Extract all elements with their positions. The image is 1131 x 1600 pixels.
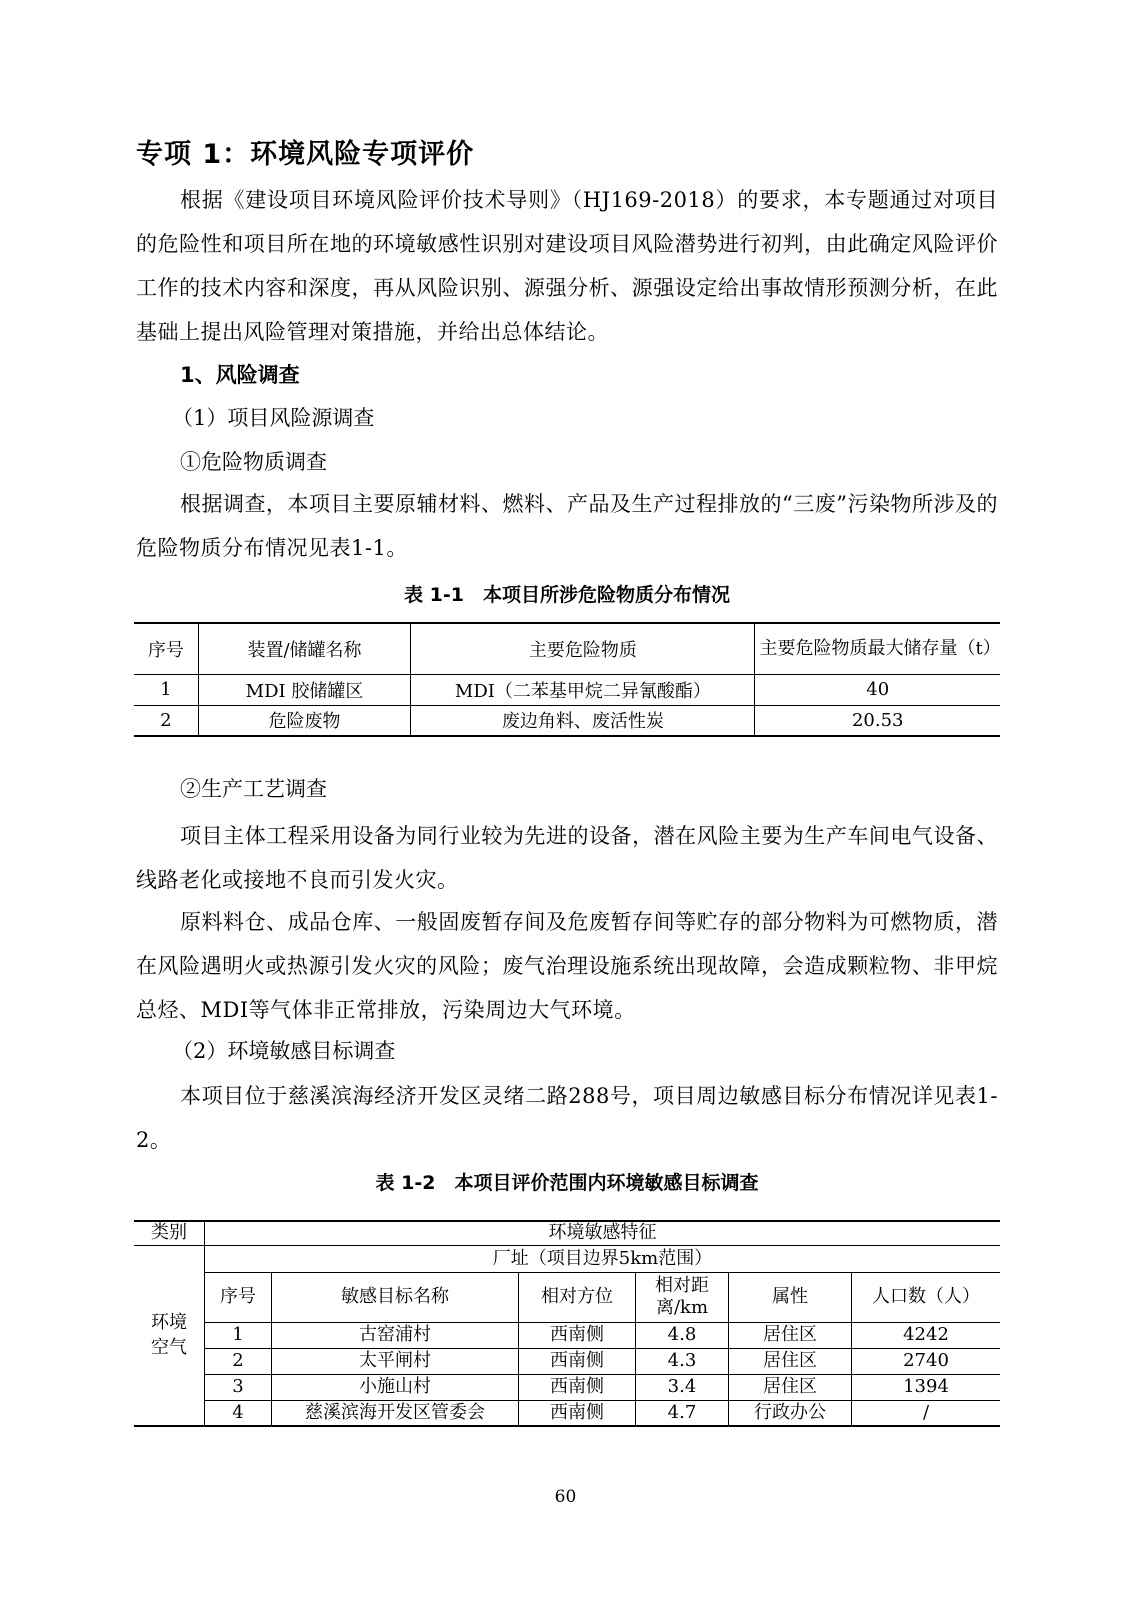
- table-category-cell: [134, 1245, 205, 1426]
- table-header-row: [134, 1221, 1000, 1245]
- table-row: [134, 1348, 1000, 1374]
- table-cell: 1: [134, 674, 198, 705]
- page-number: 60: [554, 1487, 577, 1507]
- table-cell: 太平闸村: [272, 1348, 519, 1374]
- sensitive-paragraph: 本项目位于慈溪滨海经济开发区灵绪二路288号，项目周边敏感目标分布情况详见表1-2。: [136, 1084, 998, 1152]
- table2-caption: 表 1-2 本项目评价范围内环境敏感目标调查: [375, 1172, 759, 1194]
- table-cell: 居住区: [729, 1322, 852, 1348]
- table-cell: MDI（二苯基甲烷二异氰酸酯）: [411, 674, 755, 705]
- table-header-cell: 相对方位: [519, 1272, 636, 1322]
- table-header-row: [134, 623, 1000, 674]
- table-cell: 2740: [852, 1348, 1001, 1374]
- section-title: 专项 1：环境风险专项评价: [136, 139, 475, 170]
- table-header-cell: 敏感目标名称: [272, 1272, 519, 1322]
- table-header-cell: 序号: [205, 1272, 272, 1322]
- table-cell: 40: [755, 674, 1000, 705]
- table-header-cell: 主要危险物质: [411, 623, 755, 674]
- sensitive-target-table: [134, 1220, 1000, 1427]
- table-cell: 古窑浦村: [272, 1322, 519, 1348]
- table-row: [134, 1400, 1000, 1426]
- heading-sensitive-target-survey: （2）环境敏感目标调查: [172, 1039, 396, 1063]
- table-header-cell: 序号: [134, 623, 198, 674]
- table-header-cell: 类别: [134, 1221, 205, 1245]
- heading-process-survey: ②生产工艺调查: [180, 777, 327, 801]
- table-row: [134, 1374, 1000, 1400]
- heading-risk-source-survey: （1）项目风险源调查: [172, 406, 375, 430]
- hazardous-substance-table: [134, 622, 1000, 737]
- table-scope-cell: 厂址（项目边界5km范围）: [205, 1245, 1001, 1272]
- table-cell: MDI 胶储罐区: [198, 674, 411, 705]
- hazard-paragraph: 根据调查，本项目主要原辅材料、燃料、产品及生产过程排放的“三废”污染物所涉及的危险物质分布情况见表1-1。: [136, 492, 998, 560]
- table-header-cell: 环境敏感特征: [205, 1221, 1001, 1245]
- table-cell: 西南侧: [519, 1322, 636, 1348]
- table-header-cell: 装置/储罐名称: [198, 623, 411, 674]
- table-cell: 3.4: [636, 1374, 729, 1400]
- table-row: [134, 1322, 1000, 1348]
- heading-risk-survey: 1、风险调查: [180, 363, 300, 387]
- table-cell: 2: [134, 705, 198, 736]
- table-header-cell: 相对距离/km: [636, 1272, 729, 1322]
- table-cell: 2: [205, 1348, 272, 1374]
- process-paragraph-1: 项目主体工程采用设备为同行业较为先进的设备，潜在风险主要为生产车间电气设备、线路老化或接地不良而引发火灾。: [136, 824, 998, 892]
- intro-paragraph: 根据《建设项目环境风险评价技术导则》（HJ169-2018）的要求，本专题通过对项目的危险性和项目所在地的环境敏感性识别对建设项目风险潜势进行初判，由此确定风险评价工作的技术内容和深度，再从风险识别、源强分析、源强设定给出事故情形预测分析，在此基础上提出风险管理对策措施，并给出总体结论。: [136, 188, 998, 344]
- table-cell: 慈溪滨海开发区管委会: [272, 1400, 519, 1426]
- category-label: 环境空气: [151, 1312, 187, 1359]
- table-row: [134, 674, 1000, 705]
- table-cell: 3: [205, 1374, 272, 1400]
- table-row: [134, 1245, 1000, 1272]
- table-header-row: [134, 1272, 1000, 1322]
- table-cell: 废边角料、废活性炭: [411, 705, 755, 736]
- table-cell: 4: [205, 1400, 272, 1426]
- table-row: [134, 705, 1000, 736]
- table-cell: 居住区: [729, 1374, 852, 1400]
- table-cell: 行政办公: [729, 1400, 852, 1426]
- table-cell: 危险废物: [198, 705, 411, 736]
- table-header-cell: 人口数（人）: [852, 1272, 1001, 1322]
- table-cell: 1: [205, 1322, 272, 1348]
- table-cell: 1394: [852, 1374, 1001, 1400]
- table-cell: 居住区: [729, 1348, 852, 1374]
- table-cell: 西南侧: [519, 1374, 636, 1400]
- table-cell: /: [852, 1400, 1001, 1426]
- table-cell: 西南侧: [519, 1348, 636, 1374]
- table-cell: 小施山村: [272, 1374, 519, 1400]
- table-cell: 4242: [852, 1322, 1001, 1348]
- table-cell: 20.53: [755, 705, 1000, 736]
- table-cell: 4.8: [636, 1322, 729, 1348]
- table-cell: 4.3: [636, 1348, 729, 1374]
- table-header-cell: 属性: [729, 1272, 852, 1322]
- heading-hazardous-substance-survey: ①危险物质调查: [180, 450, 327, 474]
- table-cell: 西南侧: [519, 1400, 636, 1426]
- table-header-cell: 主要危险物质最大储存量（t）: [755, 623, 1000, 674]
- table-cell: 4.7: [636, 1400, 729, 1426]
- table1-caption: 表 1-1 本项目所涉危险物质分布情况: [404, 584, 730, 606]
- process-paragraph-2: 原料料仓、成品仓库、一般固废暂存间及危废暂存间等贮存的部分物料为可燃物质，潜在风险遇明火或热源引发火灾的风险；废气治理设施系统出现故障，会造成颗粒物、非甲烷总烃、MDI等气体非正常排放，污染周边大气环境。: [136, 910, 998, 1022]
